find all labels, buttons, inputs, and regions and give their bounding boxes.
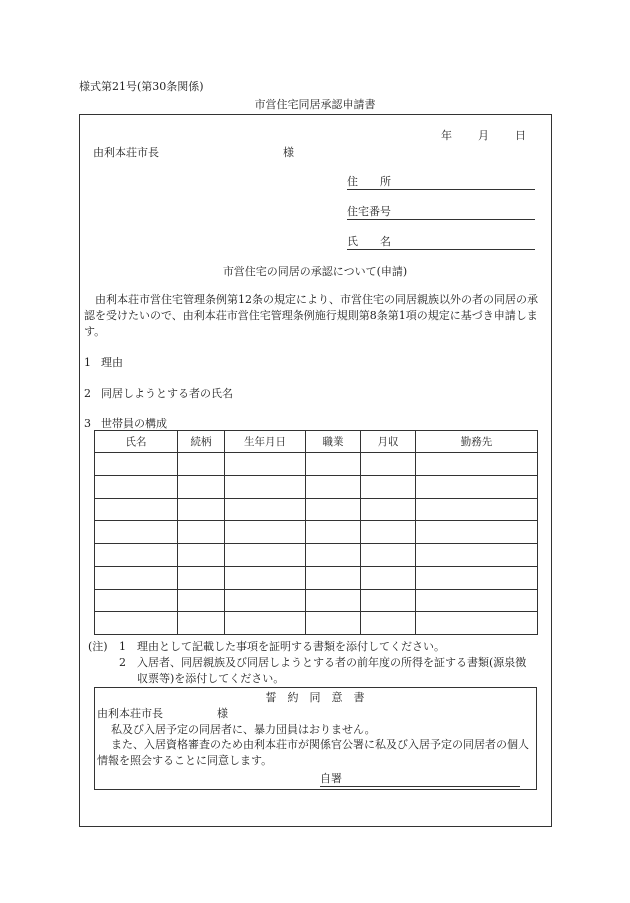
item-1-label: 理由: [101, 356, 123, 369]
table-cell[interactable]: [416, 544, 538, 567]
table-cell[interactable]: [306, 521, 361, 544]
table-row: [95, 498, 538, 521]
body-text: 由利本荘市営住宅管理条例第12条の規定により、市営住宅の同居親族以外の者の同居の承認を受けたいので、由利本荘市営住宅管理条例施行規則第8条第1項の規定に基づき申請します。: [84, 293, 538, 338]
table-cell[interactable]: [361, 498, 416, 521]
table-cell[interactable]: [95, 612, 178, 635]
header-occupation: 職業: [306, 431, 361, 453]
subject: 市営住宅の同居の承認について(申請): [222, 265, 408, 278]
table-cell[interactable]: [225, 589, 306, 612]
table-cell[interactable]: [225, 612, 306, 635]
addressee-honorific: 様: [283, 146, 294, 159]
item-2-number: 2: [84, 387, 91, 400]
table-cell[interactable]: [361, 521, 416, 544]
house-number-field[interactable]: [347, 219, 535, 220]
table-cell[interactable]: [178, 453, 225, 476]
note-2-number: 2: [119, 656, 126, 669]
table-cell[interactable]: [178, 498, 225, 521]
table-cell[interactable]: [225, 475, 306, 498]
page-title: 市営住宅同居承認申請書: [254, 98, 376, 111]
note-1-text: 理由として記載した事項を証明する書類を添付してください。: [137, 640, 445, 653]
item-3-label: 世帯員の構成: [101, 417, 167, 430]
table-cell[interactable]: [178, 475, 225, 498]
form-number: 様式第21号(第30条関係): [79, 80, 204, 93]
pledge-title: 誓 約 同 意 書: [265, 691, 365, 704]
table-cell[interactable]: [306, 544, 361, 567]
table-cell[interactable]: [306, 589, 361, 612]
table-cell[interactable]: [95, 589, 178, 612]
table-row: [95, 544, 538, 567]
table-cell[interactable]: [306, 566, 361, 589]
table-cell[interactable]: [225, 521, 306, 544]
table-cell[interactable]: [361, 453, 416, 476]
signature-label: 自署: [320, 772, 342, 785]
header-birthdate: 生年月日: [225, 431, 306, 453]
table-cell[interactable]: [361, 544, 416, 567]
notes-prefix: (注): [88, 640, 108, 653]
table-cell[interactable]: [225, 566, 306, 589]
table-row: [95, 453, 538, 476]
table-cell[interactable]: [416, 453, 538, 476]
header-relationship: 続柄: [178, 431, 225, 453]
table-row: [95, 612, 538, 635]
table-cell[interactable]: [225, 544, 306, 567]
table-cell[interactable]: [306, 453, 361, 476]
table-cell[interactable]: [95, 475, 178, 498]
table-cell[interactable]: [178, 521, 225, 544]
table-cell[interactable]: [178, 544, 225, 567]
table-cell[interactable]: [416, 475, 538, 498]
pledge-honorific: 様: [217, 707, 228, 720]
addressee-name: 由利本荘市長: [93, 146, 159, 159]
note-2-text-line1: 入居者、同居親族及び同居しようとする者の前年度の所得を証する書類(源泉徴: [137, 656, 527, 669]
table-cell[interactable]: [361, 566, 416, 589]
house-number-label: 住宅番号: [347, 205, 391, 218]
table-header-row: [95, 431, 538, 453]
table-cell[interactable]: [95, 544, 178, 567]
table-cell[interactable]: [95, 521, 178, 544]
name-field[interactable]: [347, 249, 535, 250]
item-2-label: 同居しようとする者の氏名: [101, 387, 233, 400]
table-cell[interactable]: [361, 589, 416, 612]
date-day: 日: [515, 129, 526, 142]
table-cell[interactable]: [225, 498, 306, 521]
table-cell[interactable]: [178, 566, 225, 589]
pledge-line-1: 私及び入居予定の同居者に、暴力団員はおりません。: [111, 723, 376, 736]
signature-field[interactable]: [320, 786, 520, 787]
note-1-number: 1: [119, 640, 126, 653]
table-cell[interactable]: [416, 612, 538, 635]
table-cell[interactable]: [178, 589, 225, 612]
header-name: 氏名: [95, 431, 178, 453]
table-cell[interactable]: [178, 612, 225, 635]
table-cell[interactable]: [361, 612, 416, 635]
table-cell[interactable]: [95, 566, 178, 589]
pledge-line-2: また、入居資格審査のため由利本荘市が関係官公署に私及び入居予定の同居者の個人情報を照会することに同意します。: [97, 738, 529, 767]
note-2-text-line2: 収票等)を添付してください。: [137, 672, 285, 685]
header-workplace: 勤務先: [416, 431, 538, 453]
table-cell[interactable]: [95, 498, 178, 521]
table-row: [95, 566, 538, 589]
table-cell[interactable]: [306, 498, 361, 521]
header-monthly-income: 月収: [361, 431, 416, 453]
address-label: 住 所: [347, 175, 391, 188]
date-year: 年: [441, 129, 452, 142]
table-row: [95, 521, 538, 544]
pledge-addressee: 由利本荘市長: [97, 707, 163, 720]
table-cell[interactable]: [361, 475, 416, 498]
table-cell[interactable]: [306, 475, 361, 498]
table-cell[interactable]: [416, 589, 538, 612]
table-cell[interactable]: [306, 612, 361, 635]
table-row: [95, 475, 538, 498]
date-month: 月: [478, 129, 489, 142]
household-table: [94, 430, 538, 635]
table-cell[interactable]: [416, 566, 538, 589]
item-1-number: 1: [84, 356, 91, 369]
item-3-number: 3: [84, 417, 91, 430]
name-label: 氏 名: [347, 235, 391, 248]
table-cell[interactable]: [416, 521, 538, 544]
table-cell[interactable]: [416, 498, 538, 521]
table-cell[interactable]: [225, 453, 306, 476]
table-cell[interactable]: [95, 453, 178, 476]
address-field[interactable]: [347, 189, 535, 190]
table-row: [95, 589, 538, 612]
